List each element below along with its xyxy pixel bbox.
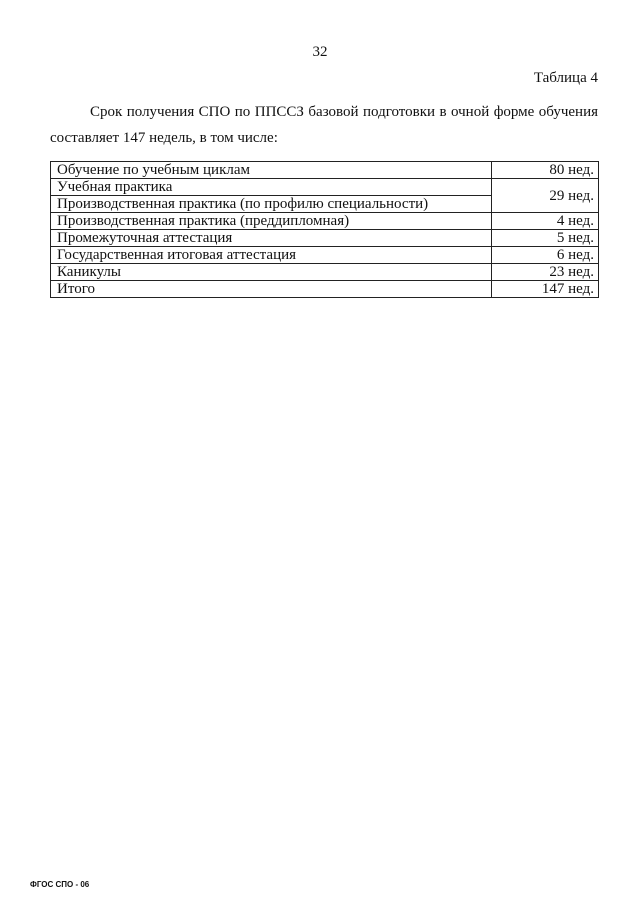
row-label: Обучение по учебным циклам (51, 162, 492, 179)
table-row (51, 230, 599, 247)
table-row (51, 213, 599, 230)
row-label: Учебная практика (51, 179, 492, 196)
row-value: 6 нед. (492, 247, 599, 264)
row-value: 80 нед. (492, 162, 599, 179)
table-row (51, 162, 599, 179)
row-value: 147 нед. (492, 281, 599, 298)
intro-paragraph: Срок получения СПО по ППССЗ базовой подготовки в очной форме обучения составляет 147 недель, в том числе: (50, 104, 598, 146)
table-caption: Таблица 4 (533, 70, 598, 86)
row-value: 4 нед. (492, 213, 599, 230)
row-label: Производственная практика (по профилю специальности) (51, 196, 492, 213)
row-label: Государственная итоговая аттестация (51, 247, 492, 264)
table-row-total (51, 281, 599, 298)
study-duration-table (50, 161, 599, 298)
row-value: 5 нед. (492, 230, 599, 247)
table-row (51, 179, 599, 196)
row-label: Итого (51, 281, 492, 298)
row-label: Промежуточная аттестация (51, 230, 492, 247)
row-value-merged: 29 нед. (492, 179, 599, 213)
row-value: 23 нед. (492, 264, 599, 281)
row-label: Производственная практика (преддипломная) (51, 213, 492, 230)
table-row (51, 247, 599, 264)
footer-code: ФГОС СПО - 06 (30, 880, 90, 889)
page-number: 32 (312, 44, 328, 60)
row-label: Каникулы (51, 264, 492, 281)
table-row (51, 264, 599, 281)
